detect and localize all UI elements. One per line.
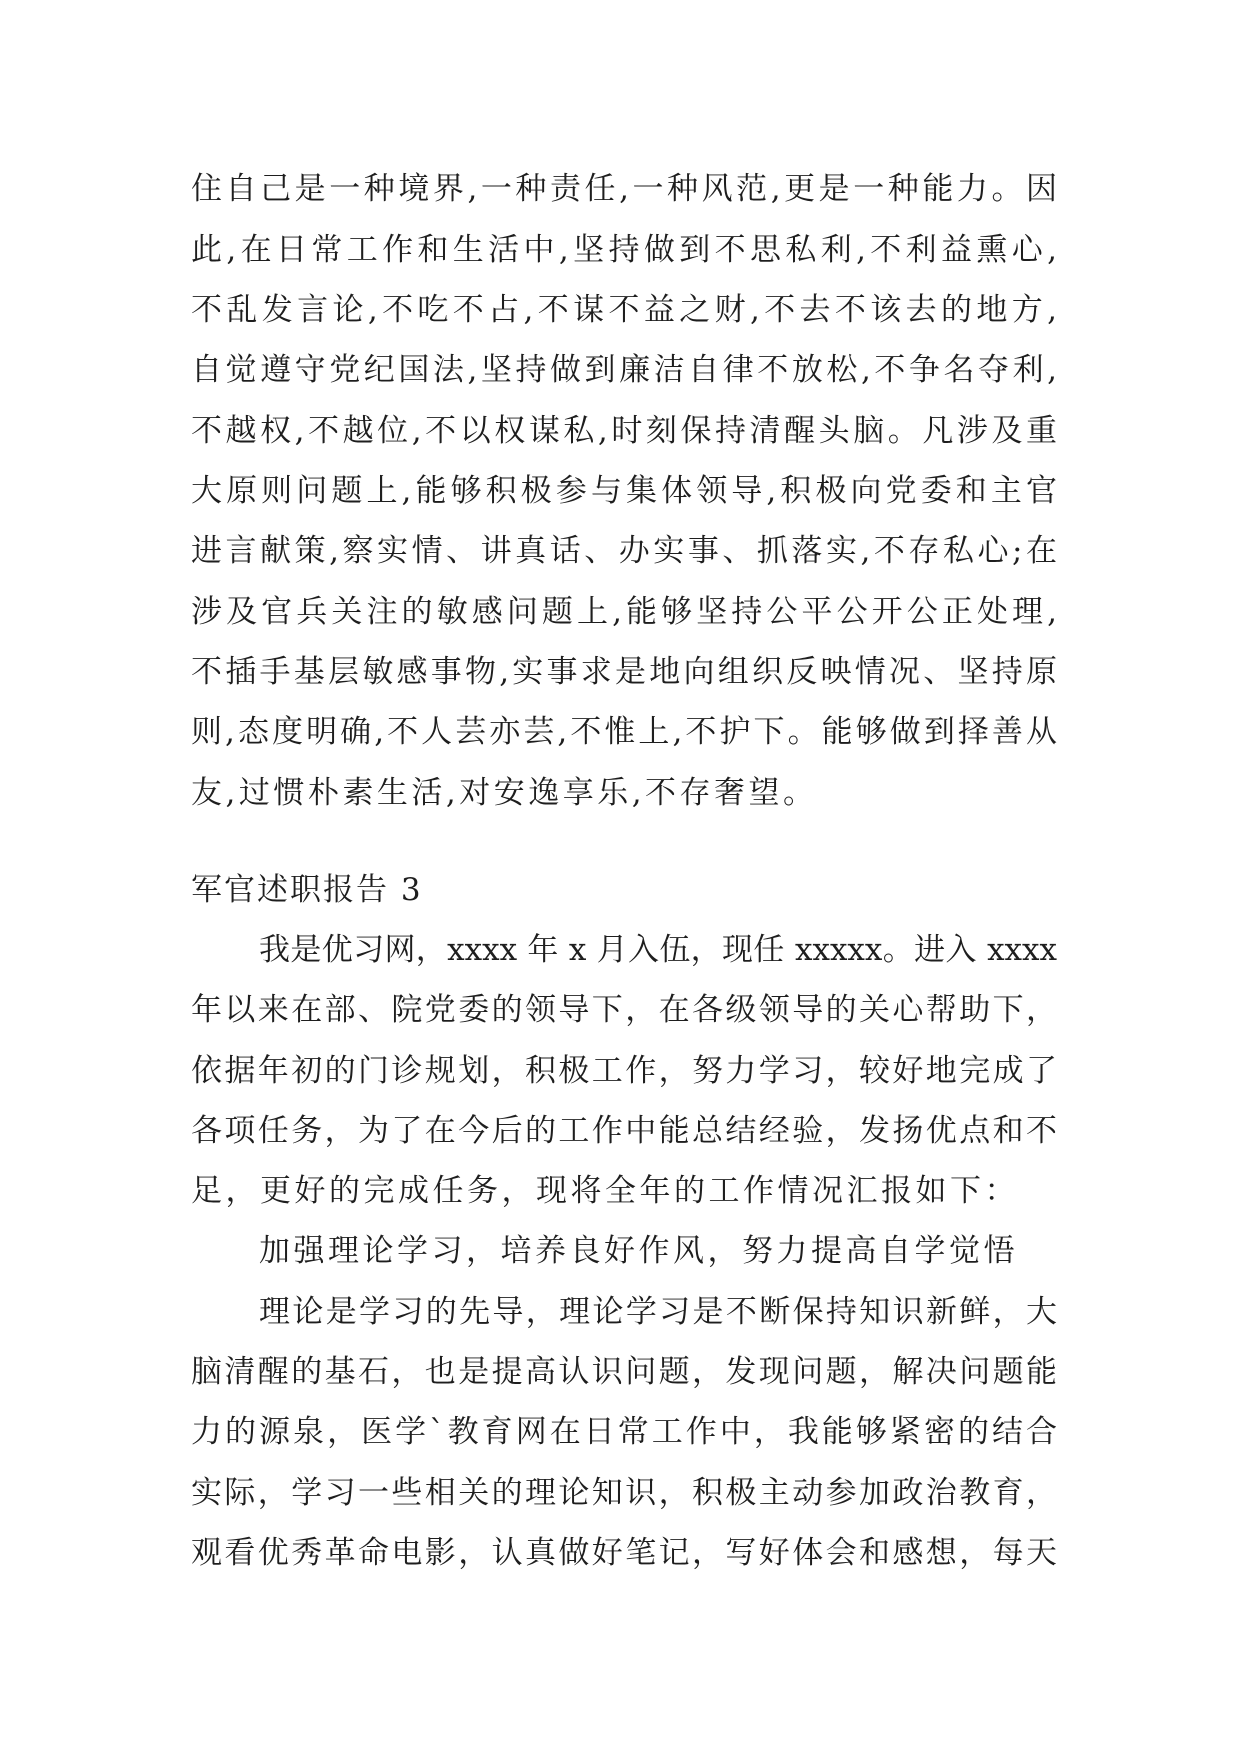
- text-line: 不越权,不越位,不以权谋私,时刻保持清醒头脑。凡涉及重: [191, 413, 1057, 449]
- text-line: 力的源泉，医学`教育网在日常工作中，我能够紧密的结合: [191, 1414, 1057, 1450]
- text-line: 则,态度明确,不人芸亦芸,不惟上,不护下。能够做到择善从: [191, 714, 1057, 750]
- text-line: 进言献策,察实情、讲真话、办实事、抓落实,不存私心;在: [191, 533, 1057, 569]
- text-line: 我是优习网，xxxx 年 x 月入伍，现任 xxxxx。进入 xxxx: [259, 932, 1057, 968]
- text-line: 实际，学习一些相关的理论知识，积极主动参加政治教育，: [191, 1475, 1057, 1511]
- text-line: 大原则问题上,能够积极参与集体领导,积极向党委和主官: [191, 473, 1057, 509]
- text-line: 不乱发言论,不吃不占,不谋不益之财,不去不该去的地方,: [191, 292, 1057, 328]
- text-line: 足，更好的完成任务，现将全年的工作情况汇报如下：: [191, 1173, 1019, 1209]
- text-line: 不插手基层敏感事物,实事求是地向组织反映情况、坚持原: [191, 654, 1057, 690]
- text-line: 脑清醒的基石，也是提高认识问题，发现问题，解决问题能: [191, 1354, 1057, 1390]
- text-line: 此,在日常工作和生活中,坚持做到不思私利,不利益熏心,: [191, 232, 1057, 268]
- text-line: 涉及官兵关注的敏感问题上,能够坚持公平公开公正处理,: [191, 594, 1057, 630]
- section-heading: 军官述职报告 3: [191, 872, 423, 908]
- text-line: 住自己是一种境界,一种责任,一种风范,更是一种能力。因: [191, 171, 1057, 207]
- text-line: 自觉遵守党纪国法,坚持做到廉洁自律不放松,不争名夺利,: [191, 352, 1057, 388]
- text-line: 年以来在部、院党委的领导下，在各级领导的关心帮助下，: [191, 992, 1057, 1028]
- text-line: 依据年初的门诊规划，积极工作，努力学习，较好地完成了: [191, 1053, 1057, 1089]
- text-line: 友,过惯朴素生活,对安逸享乐,不存奢望。: [191, 775, 818, 811]
- subheading: 加强理论学习，培养良好作风，努力提高自学觉悟: [259, 1233, 1018, 1269]
- text-line: 观看优秀革命电影，认真做好笔记，写好体会和感想，每天: [191, 1535, 1057, 1571]
- text-line: 各项任务，为了在今后的工作中能总结经验，发扬优点和不: [191, 1113, 1057, 1149]
- text-line: 理论是学习的先导，理论学习是不断保持知识新鲜，大: [259, 1294, 1057, 1330]
